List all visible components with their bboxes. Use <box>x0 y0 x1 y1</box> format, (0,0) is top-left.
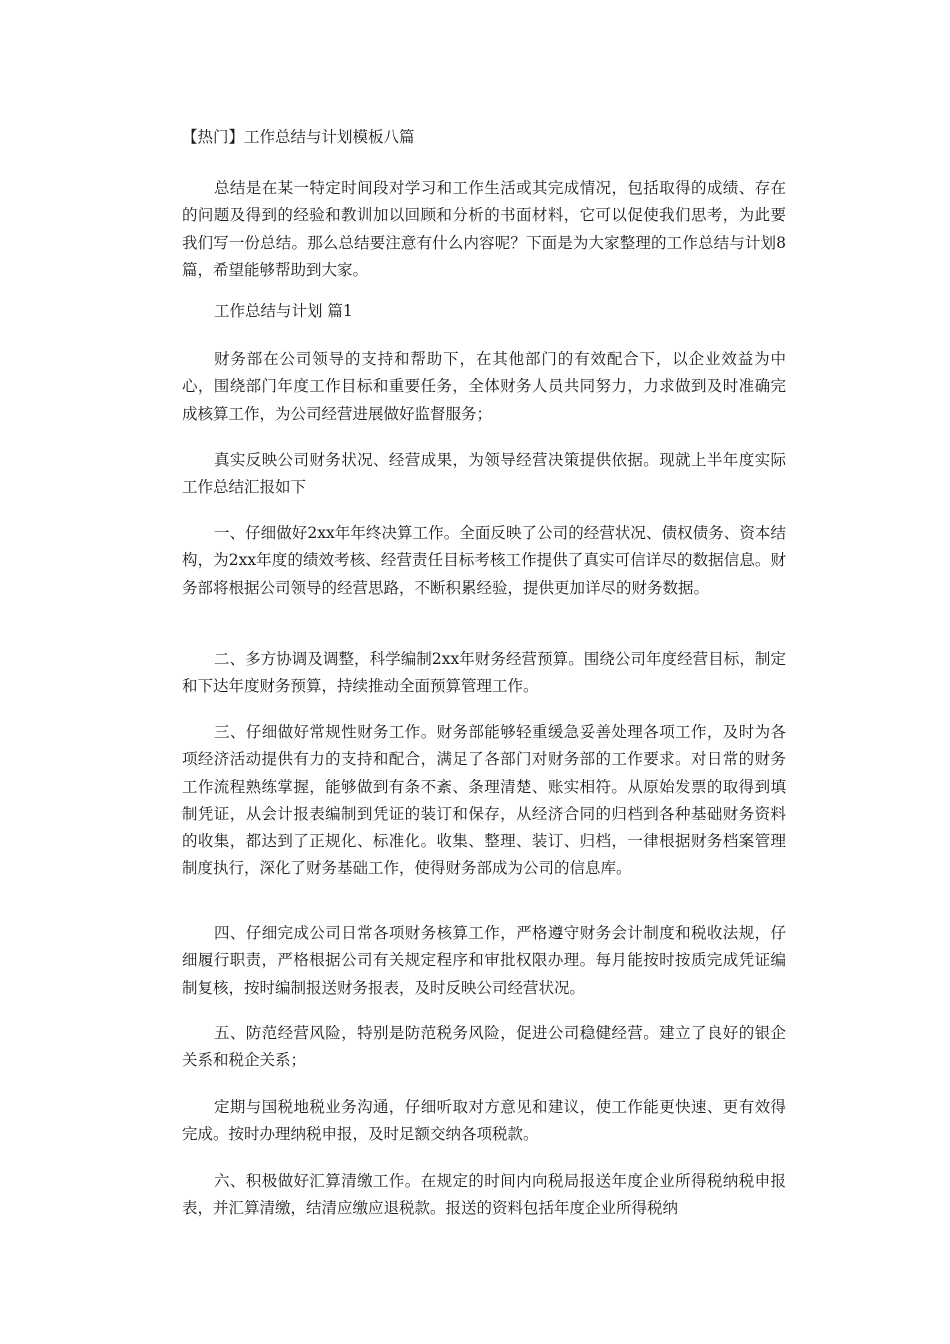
body-paragraph: 四、仔细完成公司日常各项财务核算工作，严格遵守财务会计制度和税收法规，仔细履行职责，严格根据公司有关规定程序和审批权限办理。每月能按时按质完成凭证编制复核，按时编制报送财务报表，及时反映公司经营状况。 <box>182 924 786 997</box>
body-paragraph: 财务部在公司领导的支持和帮助下，在其他部门的有效配合下，以企业效益为中心，围绕部门年度工作目标和重要任务，全体财务人员共同努力，力求做到及时准确完成核算工作，为公司经营进展做好监督服务； <box>182 350 786 423</box>
body-paragraph: 真实反映公司财务状况、经营成果，为领导经营决策提供依据。现就上半年度实际工作总结汇报如下 <box>182 451 786 497</box>
body-paragraph: 二、多方协调及调整，科学编制2xx年财务经营预算。围绕公司年度经营目标，制定和下达年度财务预算，持续推动全面预算管理工作。 <box>182 650 786 696</box>
body-paragraph: 三、仔细做好常规性财务工作。财务部能够轻重缓急妥善处理各项工作，及时为各项经济活动提供有力的支持和配合，满足了各部门对财务部的工作要求。对日常的财务工作流程熟练掌握，能够做到有条不紊、条理清楚、账实相符。从原始发票的取得到填制凭证，从会计报表编制到凭证的装订和保存，从经济合同的归档到各种基础财务资料的收集，都达到了正规化、标准化。收集、整理、装订、归档，一律根据财务档案管理制度执行，深化了财务基础工作，使得财务部成为公司的信息库。 <box>182 723 786 878</box>
body-paragraph: 五、防范经营风险，特别是防范税务风险，促进公司稳健经营。建立了良好的银企关系和税企关系； <box>182 1024 786 1070</box>
body-paragraph: 一、仔细做好2xx年年终决算工作。全面反映了公司的经营状况、债权债务、资本结构，为2xx年度的绩效考核、经营责任目标考核工作提供了真实可信详尽的数据信息。财务部将根据公司领导的经营思路，不断积累经验，提供更加详尽的财务数据。 <box>182 524 786 597</box>
section-heading: 工作总结与计划 篇1 <box>214 302 353 320</box>
body-paragraph: 定期与国税地税业务沟通，仔细听取对方意见和建议，使工作能更快速、更有效得完成。按时办理纳税申报，及时足额交纳各项税款。 <box>182 1098 786 1144</box>
intro-paragraph: 总结是在某一特定时间段对学习和工作生活或其完成情况，包括取得的成绩、存在的问题及得到的经验和教训加以回顾和分析的书面材料，它可以促使我们思考，为此要我们写一份总结。那么总结要注意有什么内容呢？下面是为大家整理的工作总结与计划8篇，希望能够帮助到大家。 <box>182 179 786 279</box>
document-title: 【热门】工作总结与计划模板八篇 <box>182 128 415 146</box>
body-paragraph: 六、积极做好汇算清缴工作。在规定的时间内向税局报送年度企业所得税纳税申报表，并汇算清缴，结清应缴应退税款。报送的资料包括年度企业所得税纳 <box>182 1172 786 1218</box>
